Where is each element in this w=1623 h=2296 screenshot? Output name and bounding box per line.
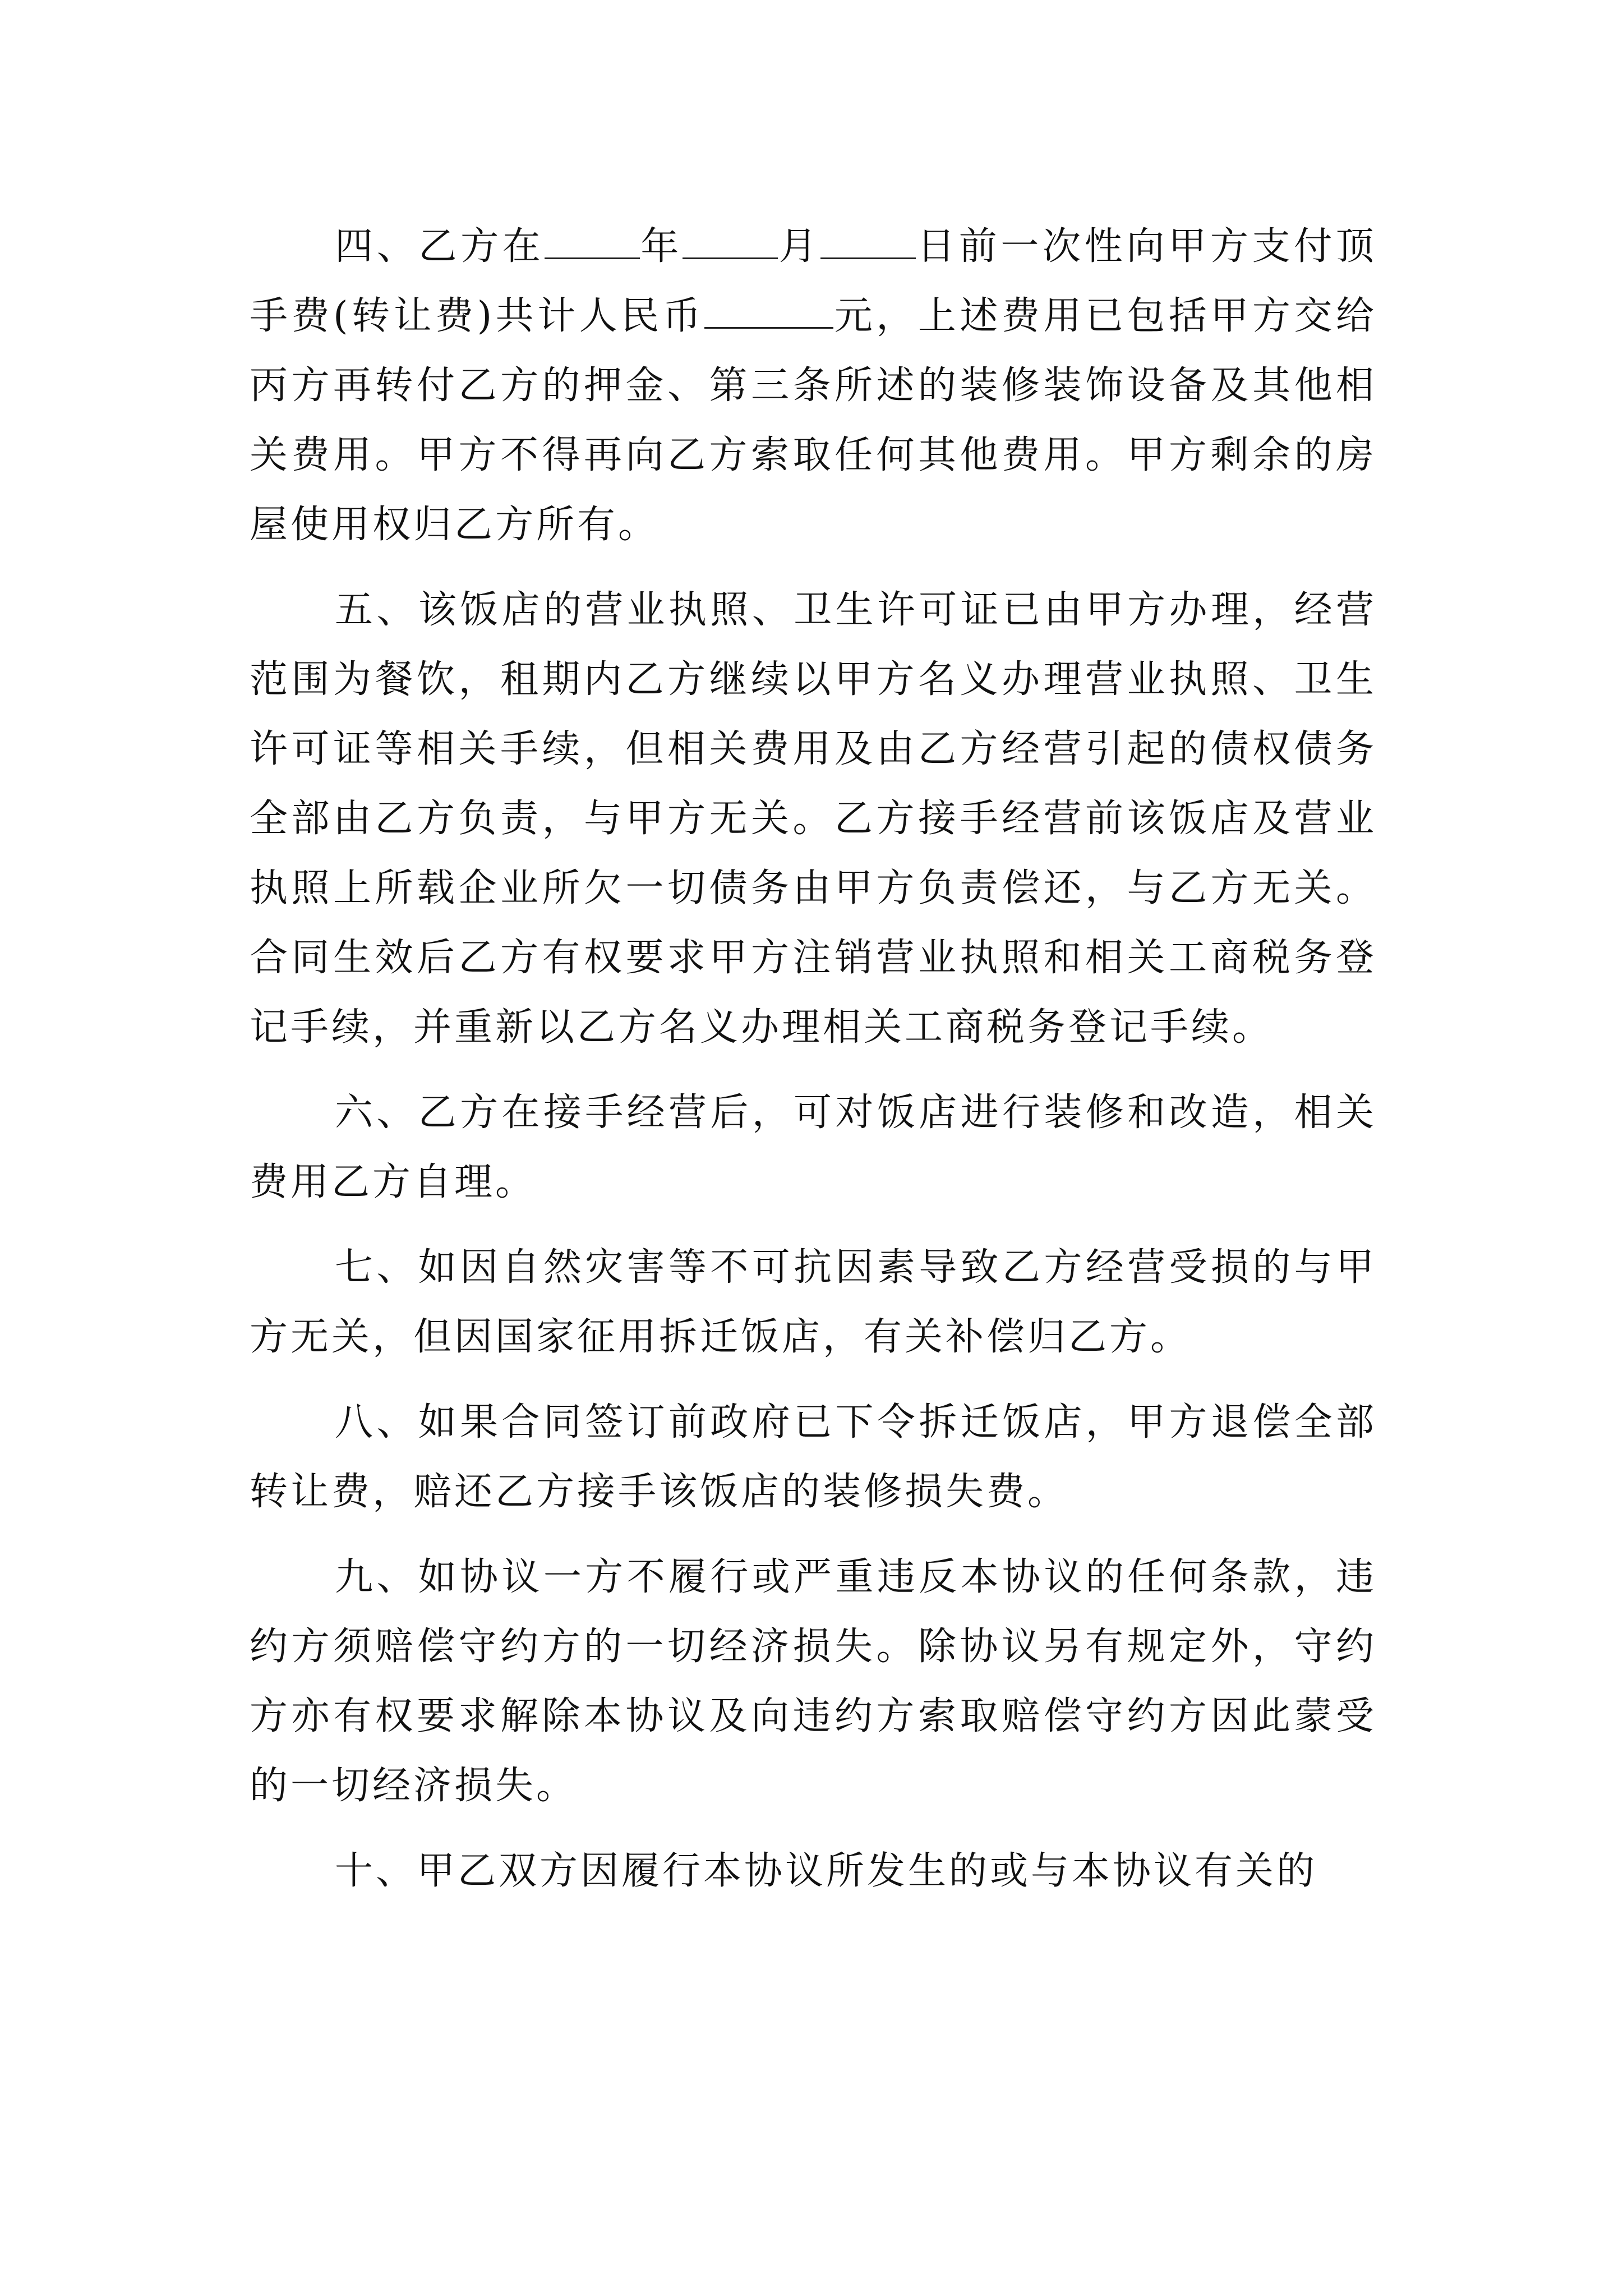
year-blank [545, 225, 640, 259]
clause-4-paragraph [250, 212, 1377, 560]
clause-7-paragraph: 七、如因自然灾害等不可抗因素导致乙方经营受损的与甲方无关，但因国家征用拆迁饭店，有关补偿归乙方。 [250, 1245, 1377, 1359]
clause-4-text-part-3: 月 [777, 224, 821, 269]
document-body [250, 212, 1377, 1906]
clause-9-paragraph: 九、如协议一方不履行或严重违反本协议的任何条款，违约方须赔偿守约方的一切经济损失。除协议另有规定外，守约方亦有权要求解除本协议及向违约方索取赔偿守约方因此蒙受的一切经济损失。 [250, 1555, 1377, 1808]
clause-4-text-part-2: 年 [639, 224, 683, 269]
clause-4-text-part-4: 日前一次性向甲方支付顶手费(转让费)共计人民币 [250, 224, 1377, 338]
clause-8-paragraph: 八、如果合同签订前政府已下令拆迁饭店，甲方退偿全部转让费，赔还乙方接手该饭店的装修损失费。 [250, 1400, 1377, 1514]
clause-5-paragraph: 五、该饭店的营业执照、卫生许可证已由甲方办理，经营范围为餐饮，租期内乙方继续以甲方名义办理营业执照、卫生许可证等相关手续，但相关费用及由乙方经营引起的债权债务全部由乙方负责，与甲方无关。乙方接手经营前该饭店及营业执照上所载企业所欠一切债务由甲方负责偿还，与乙方无关。合同生效后乙方有权要求甲方注销营业执照和相关工商税务登记手续，并重新以乙方名义办理相关工商税务登记手续。 [250, 588, 1377, 1050]
amount-blank [704, 295, 833, 329]
day-blank [820, 225, 916, 259]
clause-6-paragraph: 六、乙方在接手经营后，可对饭店进行装修和改造，相关费用乙方自理。 [250, 1091, 1377, 1204]
clause-10-paragraph: 十、甲乙双方因履行本协议所发生的或与本协议有关的 [335, 1849, 1318, 1893]
clause-4-text-part-1: 四、乙方在 [335, 224, 545, 269]
clause-4-text-part-5: 元，上述费用已包括甲方交给丙方再转付乙方的押金、第三条所述的装修装饰设备及其他相关费用。甲方不得再向乙方索取任何其他费用。甲方剩余的房屋使用权归乙方所有。 [250, 294, 1377, 547]
month-blank [683, 225, 778, 259]
